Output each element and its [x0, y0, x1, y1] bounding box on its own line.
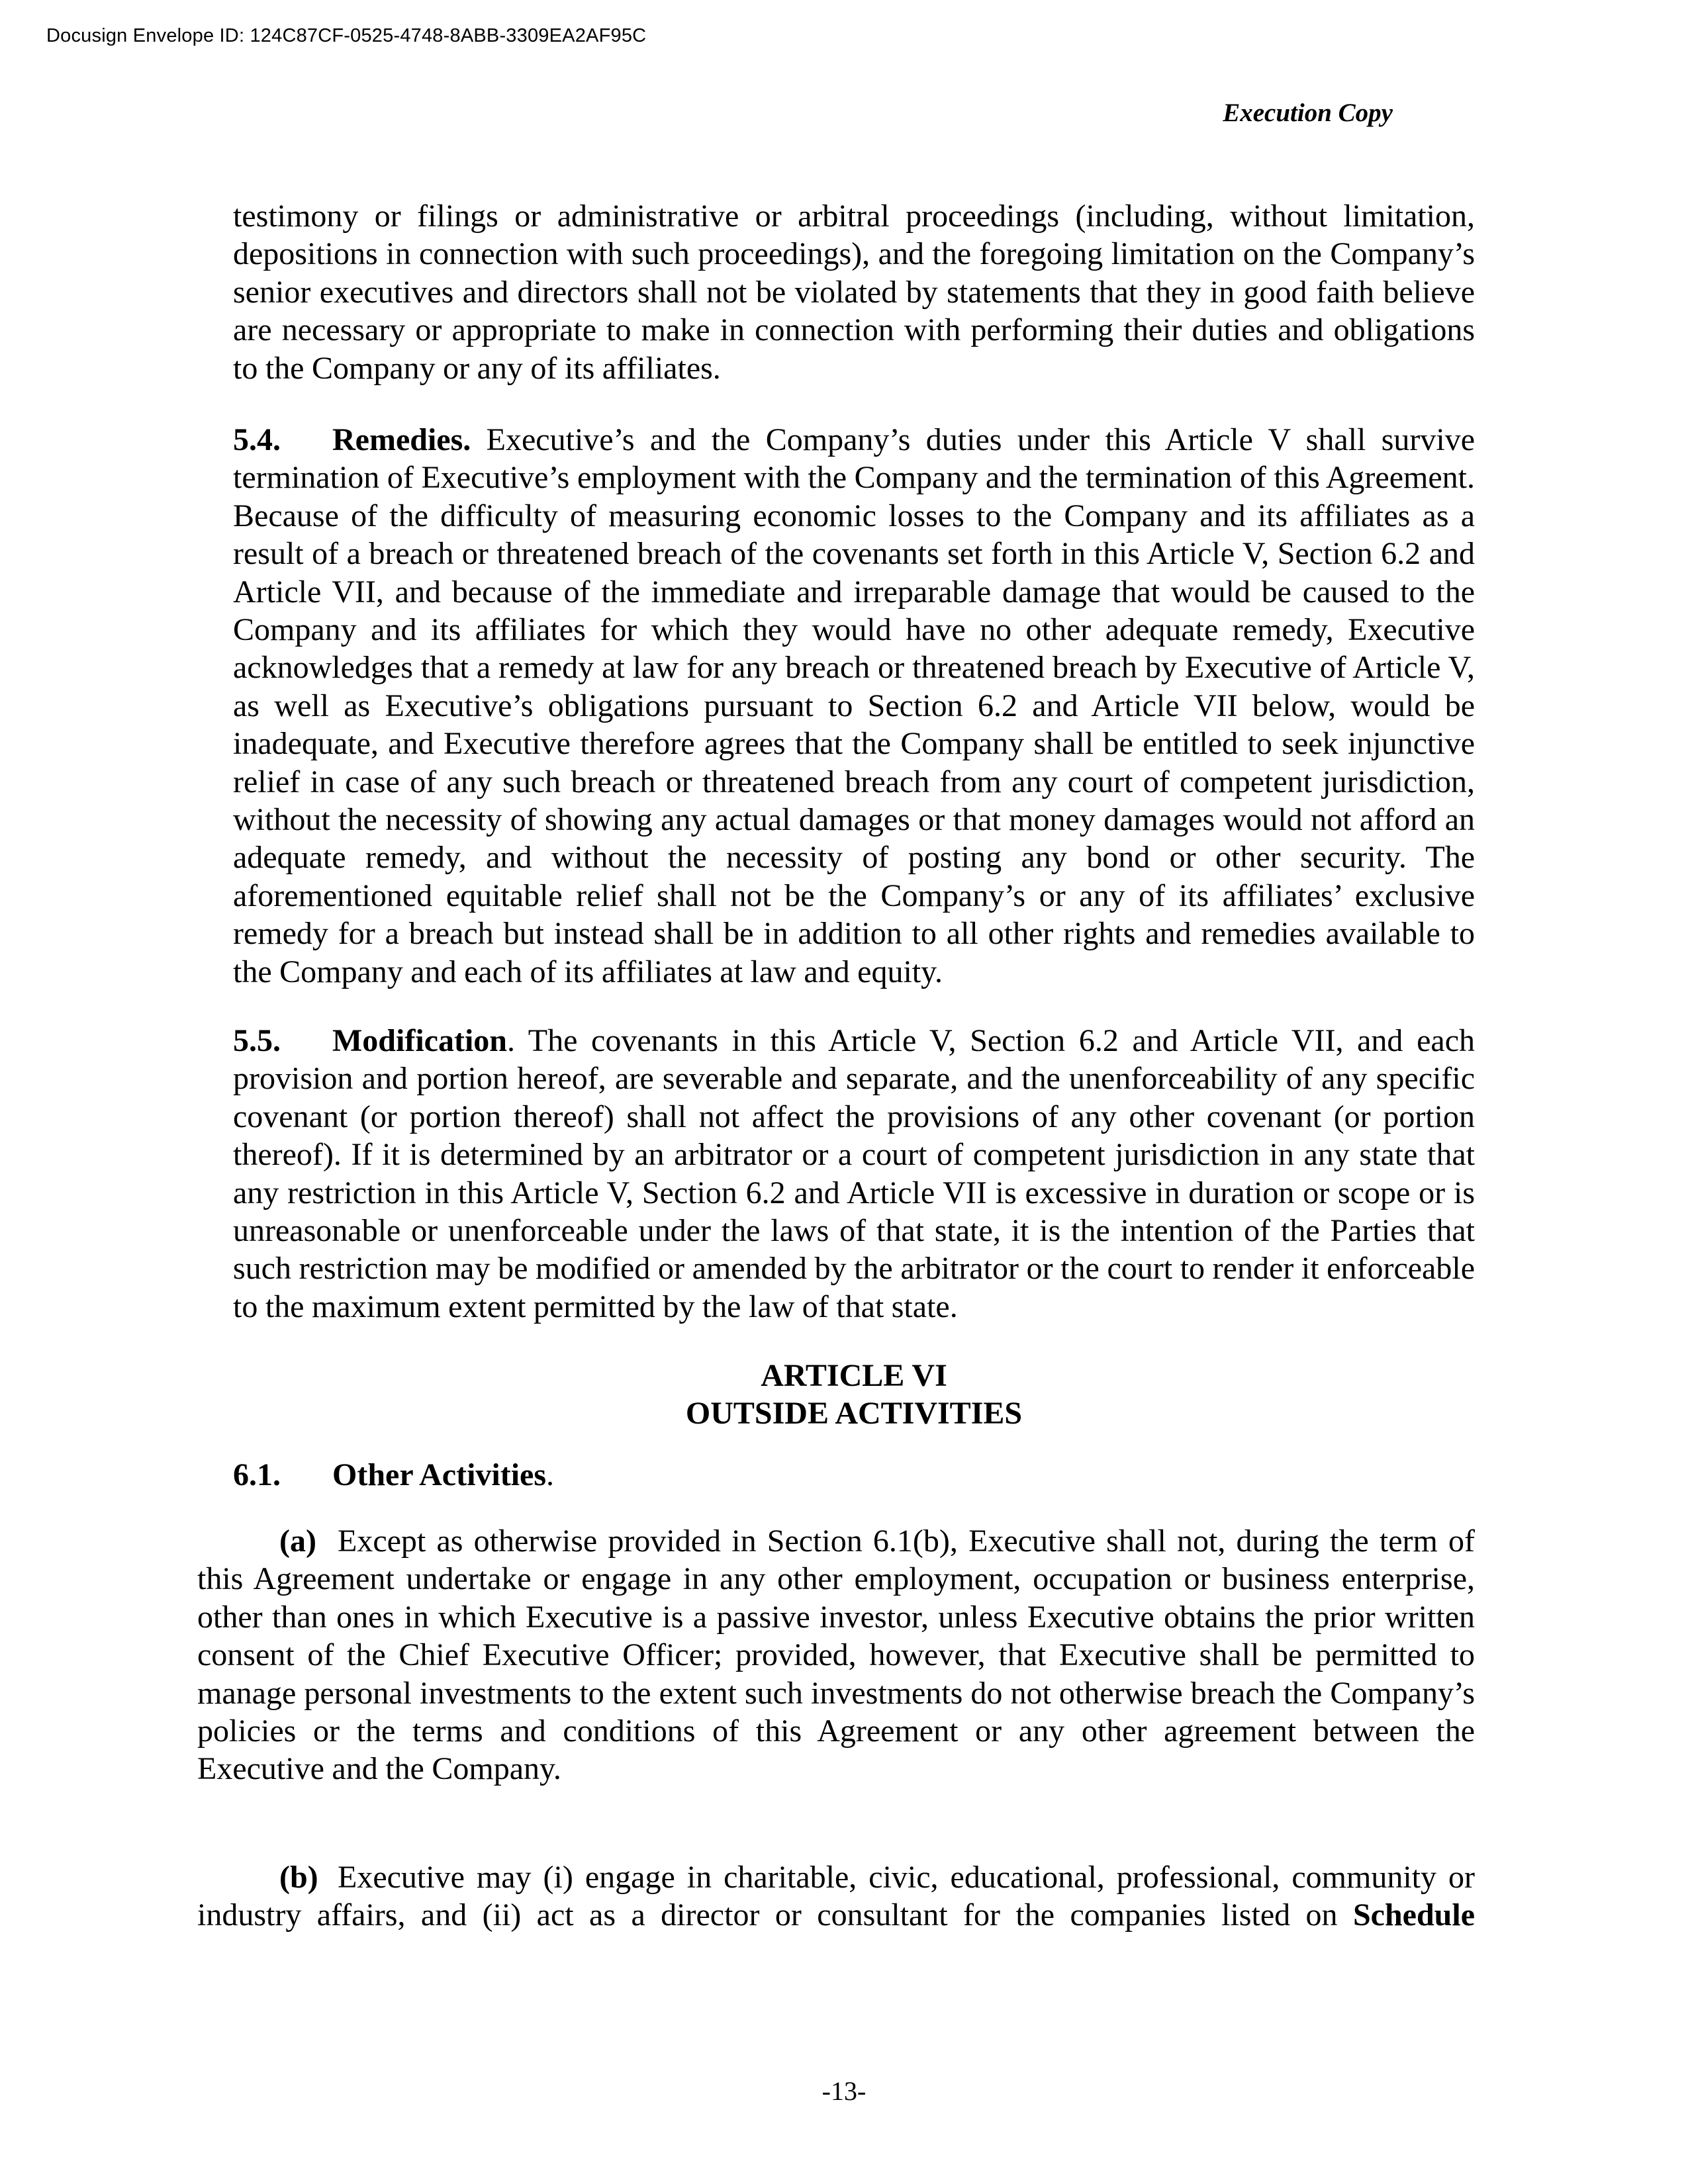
section-6-1-heading: [233, 1456, 554, 1494]
section-title: Other Activities: [332, 1457, 547, 1492]
subsection-b-paragraph: [197, 1858, 1475, 1934]
docusign-envelope-id: Docusign Envelope ID: 124C87CF-0525-4748-8ABB-3309EA2AF95C: [46, 25, 647, 46]
section-text: . The covenants in this Article V, Section 6.2 and Article VII, and each provision and portion hereof, are severable and separate, and the unenforceability of any specific covenant (or portion thereof) shall not affect the provisions of any other covenant (or portion thereof). If it is determined by an arbitrator or a court of competent jurisdiction in any state that any restriction in this Article V, Section 6.2 and Article VII is excessive in duration or scope or is unreasonable or unenforceable under the laws of that state, it is the intention of the Parties that such restriction may be modified or amended by the arbitrator or the court to render it enforceable to the maximum extent permitted by the law of that state.: [233, 1023, 1475, 1324]
subsection-a-paragraph: [197, 1522, 1475, 1788]
subsection-label: (b): [279, 1860, 318, 1895]
section-number: 6.1.: [233, 1457, 281, 1492]
article-heading: [233, 1357, 1475, 1433]
section-5-4-paragraph: [233, 421, 1475, 991]
continuation-paragraph: testimony or filings or administrative or arbitral proceedings (including, without limitation, depositions in connection with such proceedings), and the foregoing limitation on the Company’s senior executives and directors shall not be violated by statements that they in good faith believe are necessary or appropriate to make in connection with performing their duties and obligations to the Company or any of its affiliates.: [233, 199, 1475, 386]
schedule-reference: Schedule: [1352, 1897, 1475, 1933]
section-title: Modification: [332, 1023, 507, 1058]
section-text: Executive’s and the Company’s duties under this Article V shall survive termination of Executive’s employment with the Company and the termination of this Agreement. Because of the difficulty of measuring economic losses to the Company and its affiliates as a result of a breach or threatened breach of the covenants set forth in this Article V, Section 6.2 and Article VII, and because of the immediate and irreparable damage that would be caused to the Company and its affiliates for which they would have no other adequate remedy, Executive acknowledges that a remedy at law for any breach or threatened breach by Executive of Article V, as well as Executive’s obligations pursuant to Section 6.2 and Article VII below, would be inadequate, and Executive therefore agrees that the Company shall be entitled to seek injunctive relief in case of any such breach or threatened breach from any court of competent jurisdiction, without the necessity of showing any actual damages or that money damages would not afford an adequate remedy, and without the necessity of posting any bond or other security. The aforementioned equitable relief shall not be the Company’s or any of its affiliates’ exclusive remedy for a breach but instead shall be in addition to all other rights and remedies available to the Company and each of its affiliates at law and equity.: [233, 422, 1475, 989]
subsection-label: (a): [279, 1524, 316, 1559]
article-title: OUTSIDE ACTIVITIES: [685, 1396, 1023, 1432]
article-number: ARTICLE VI: [761, 1358, 947, 1393]
section-number: 5.4.: [233, 422, 281, 457]
execution-copy-label: Execution Copy: [1223, 99, 1393, 127]
section-title-punct: .: [546, 1457, 555, 1492]
subsection-text: Except as otherwise provided in Section 6.1(b), Executive shall not, during the term of this Agreement undertake or engage in any other employment, occupation or business enterprise, other than ones in which Executive is a passive investor, unless Executive obtains the prior written consent of the Chief Executive Officer; provided, however, that Executive shall be permitted to manage personal investments to the extent such investments do not otherwise breach the Company’s policies or the terms and conditions of this Agreement or any other agreement between the Executive and the Company.: [197, 1524, 1475, 1787]
section-number: 5.5.: [233, 1023, 281, 1058]
section-5-5-paragraph: [233, 1022, 1475, 1326]
page-number: -13-: [821, 2076, 867, 2106]
section-title: Remedies.: [332, 422, 471, 457]
subsection-text: Executive may (i) engage in charitable, civic, educational, professional, community or industry affairs, and (ii) act as a director or consultant for the companies listed on: [197, 1860, 1475, 1933]
